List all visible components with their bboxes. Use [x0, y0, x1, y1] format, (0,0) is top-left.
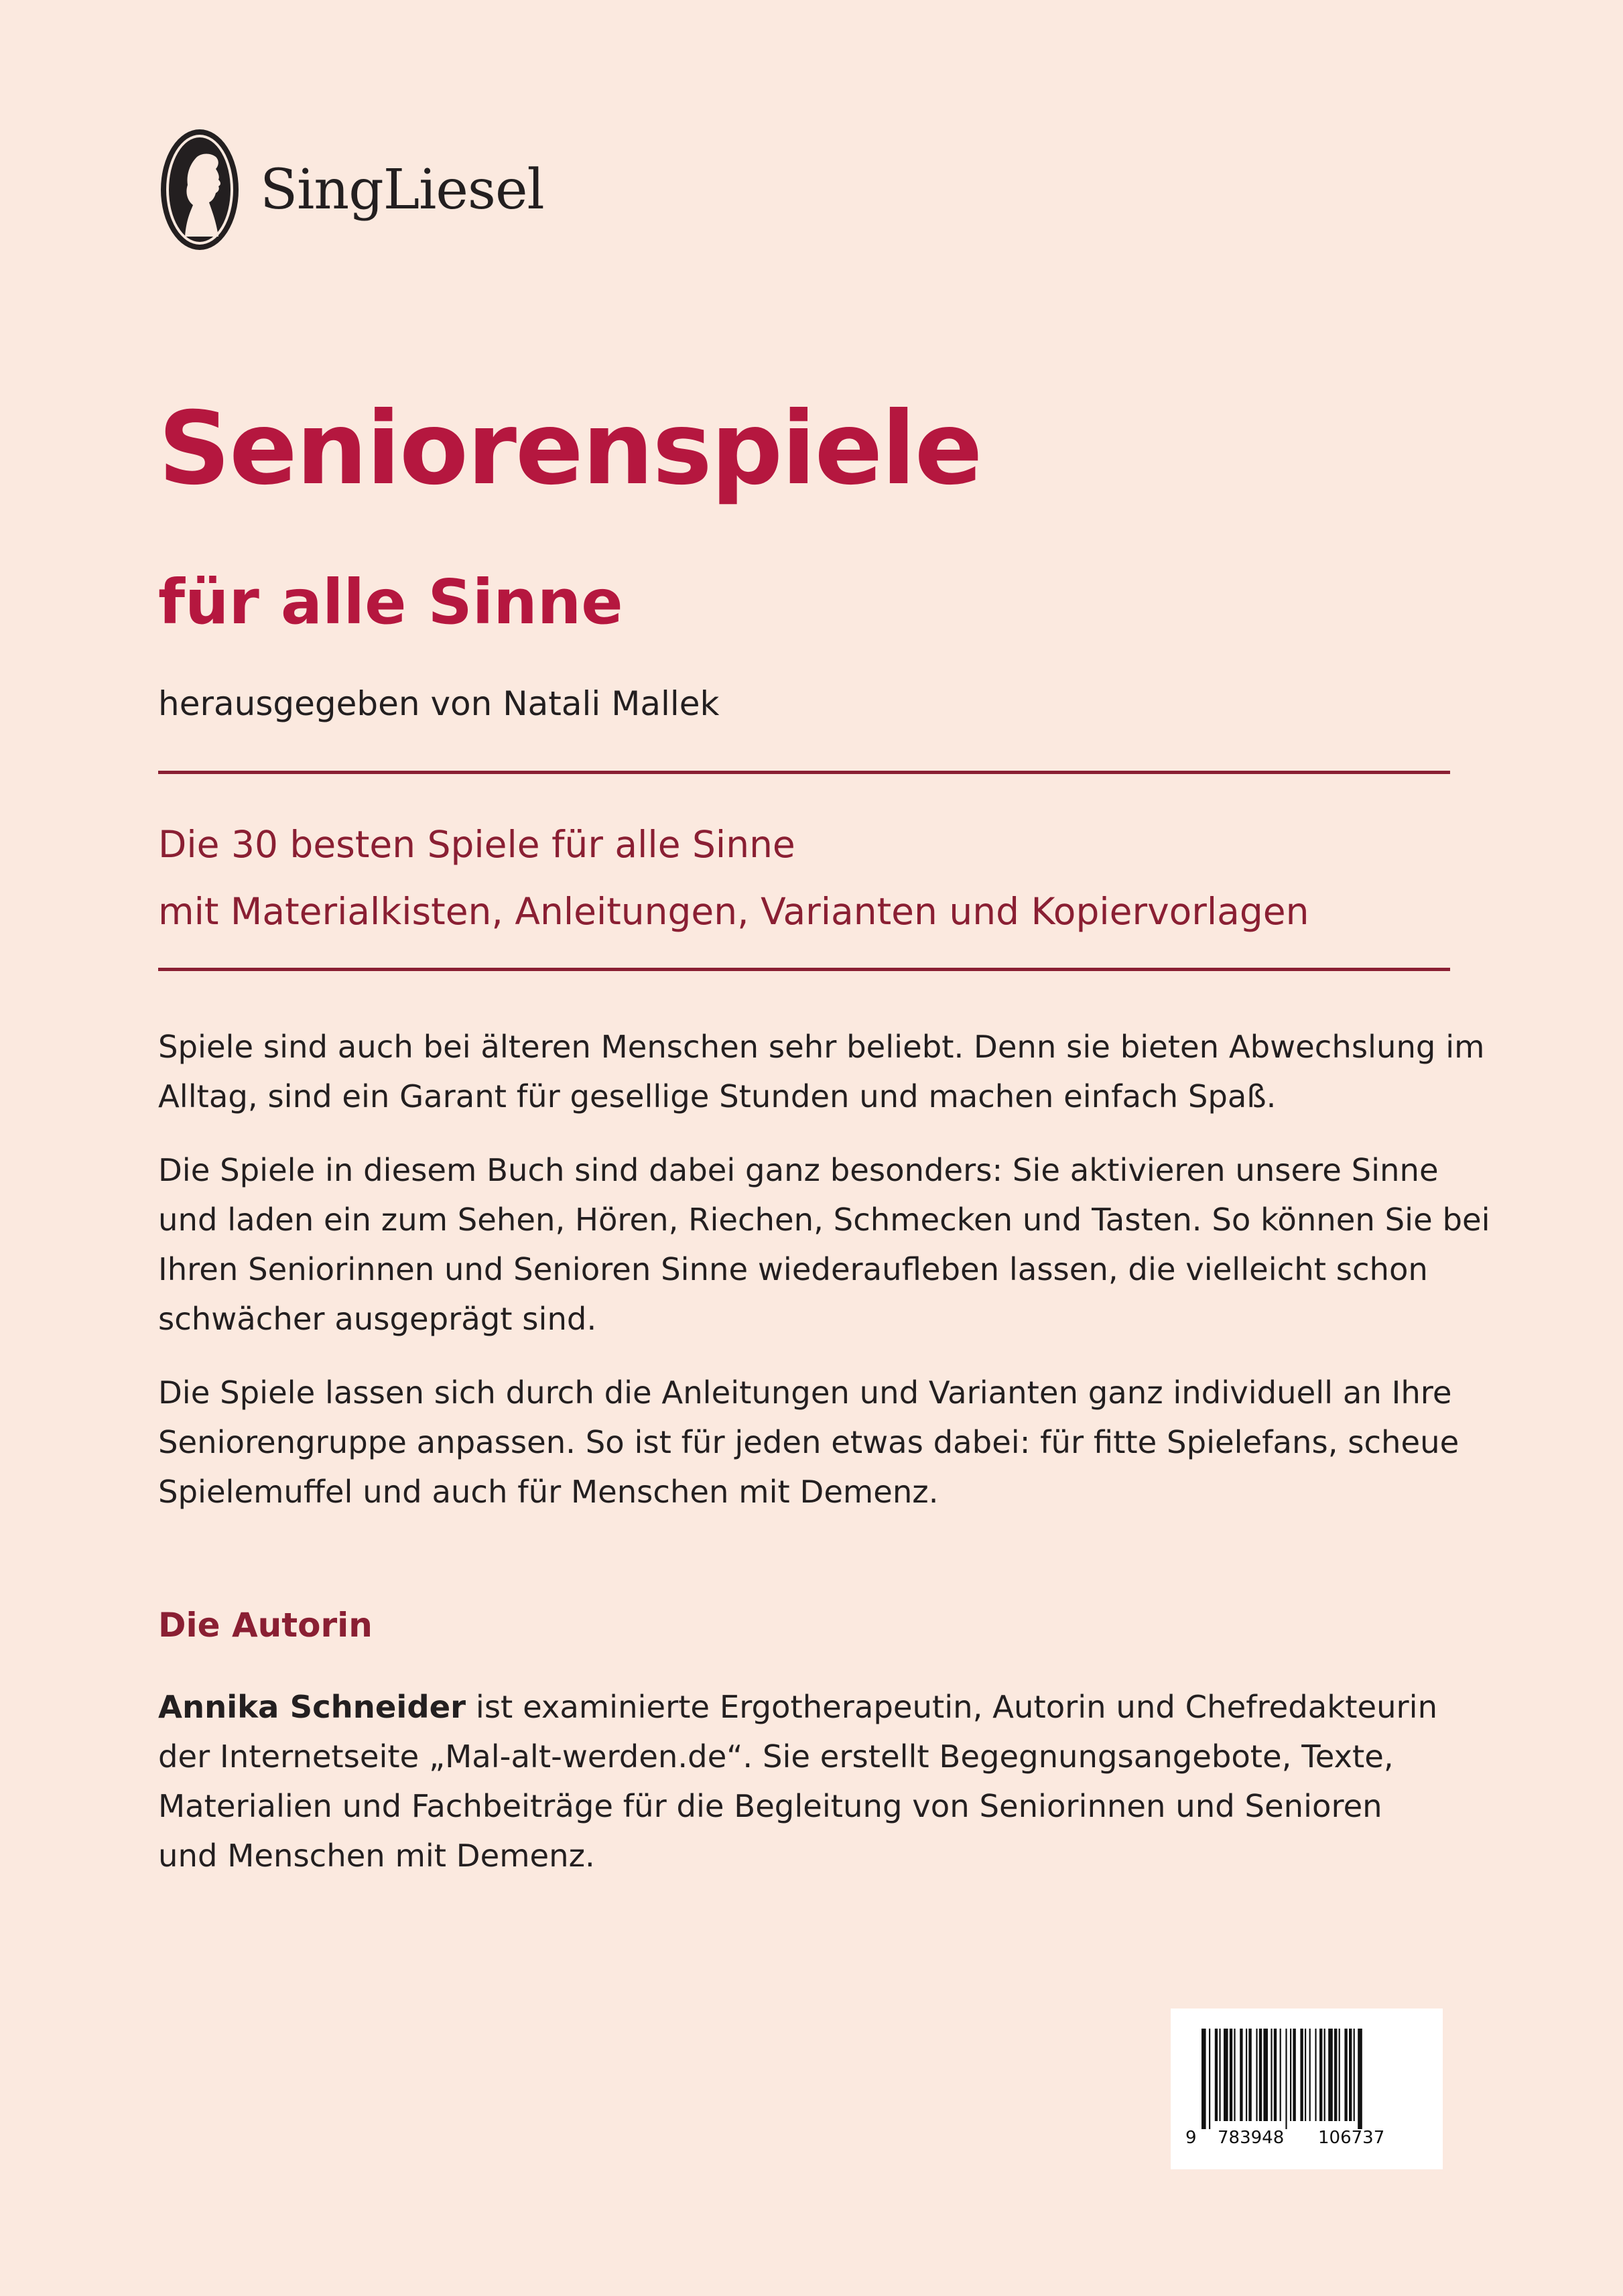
barcode-bar — [1309, 2029, 1311, 2121]
blurb-paragraph — [158, 1368, 1472, 1517]
divider-bottom — [158, 968, 1450, 971]
barcode — [1171, 2008, 1443, 2169]
barcode-bar — [1339, 2029, 1340, 2121]
brand-logo — [158, 126, 544, 253]
barcode-bar — [1274, 2029, 1277, 2121]
book-title: Seniorenspiele — [158, 391, 982, 507]
editor-credit: herausgegeben von Natali Mallek — [158, 684, 720, 723]
tagline-line: Die 30 besten Spiele für alle Sinne — [158, 823, 795, 866]
barcode-bar — [1246, 2029, 1247, 2121]
barcode-bar — [1305, 2029, 1306, 2121]
book-subtitle: für alle Sinne — [158, 566, 623, 638]
text-line: der Internetseite „Mal-alt-werden.de“. Sie erstellt Begegnungsangebote, Texte, — [158, 1738, 1394, 1775]
text-line: Spiele sind auch bei älteren Menschen sehr beliebt. Denn sie bieten Abwechslung im — [158, 1029, 1485, 1065]
blurb-paragraph — [158, 1022, 1485, 1121]
text-line: und Menschen mit Demenz. — [158, 1838, 595, 1874]
barcode-bar — [1280, 2029, 1281, 2121]
author-heading: Die Autorin — [158, 1606, 373, 1645]
author-bio-text: ist examinierte Ergotherapeutin, Autorin und Chefredakteurin — [466, 1689, 1438, 1725]
barcode-bar — [1285, 2029, 1287, 2129]
barcode-bar — [1209, 2029, 1210, 2129]
barcode-bar — [1354, 2029, 1355, 2121]
barcode-bar — [1215, 2029, 1218, 2121]
woman-silhouette-cameo-icon — [158, 126, 241, 253]
barcode-bar — [1290, 2029, 1291, 2121]
author-bio — [158, 1682, 1472, 1880]
barcode-bar — [1328, 2029, 1333, 2121]
isbn-group-1: 783948 — [1218, 2128, 1285, 2148]
text-line: Seniorengruppe anpassen. So ist für jeden etwas dabei: für fitte Spielefans, scheue — [158, 1424, 1459, 1460]
barcode-bar — [1234, 2029, 1235, 2121]
barcode-bar — [1240, 2029, 1242, 2121]
text-line: Die Spiele in diesem Buch sind dabei ganz besonders: Sie aktivieren unsere Sinne — [158, 1152, 1439, 1188]
text-line: Spielemuffel und auch für Menschen mit Demenz. — [158, 1474, 939, 1510]
barcode-bar — [1319, 2029, 1322, 2121]
text-line: Ihren Seniorinnen und Senioren Sinne wiederaufleben lassen, die vielleicht schon — [158, 1251, 1428, 1287]
isbn-group-2: 106737 — [1318, 2128, 1385, 2148]
barcode-bar — [1224, 2029, 1228, 2121]
barcode-bar — [1219, 2029, 1220, 2121]
barcode-bar — [1293, 2029, 1295, 2121]
text-line: Alltag, sind ein Garant für gesellige Stunden und machen einfach Spaß. — [158, 1078, 1277, 1114]
barcode-bar — [1344, 2029, 1347, 2121]
text-line: und laden ein zum Sehen, Hören, Riechen, Schmecken und Tasten. So können Sie bei — [158, 1202, 1490, 1238]
barcode-bar — [1259, 2029, 1262, 2121]
tagline-line: mit Materialkisten, Anleitungen, Varianten und Kopiervorlagen — [158, 890, 1309, 933]
barcode-bar — [1271, 2029, 1272, 2121]
barcode-bar — [1349, 2029, 1352, 2121]
isbn-lead-digit: 9 — [1185, 2128, 1197, 2148]
barcode-bar — [1230, 2029, 1232, 2121]
blurb — [158, 1022, 1490, 1541]
divider-top — [158, 771, 1450, 774]
barcode-bar — [1300, 2029, 1303, 2121]
text-line: Die Spiele lassen sich durch die Anleitungen und Varianten ganz individuell an Ihre — [158, 1375, 1452, 1411]
tagline — [158, 811, 1309, 945]
barcode-bar — [1315, 2029, 1316, 2121]
barcode-bar — [1202, 2029, 1206, 2129]
barcode-bar — [1248, 2029, 1251, 2121]
barcode-bar — [1358, 2029, 1362, 2129]
text-line — [158, 1682, 1472, 1732]
barcode-bar — [1263, 2029, 1268, 2121]
text-line: schwächer ausgeprägt sind. — [158, 1301, 597, 1337]
blurb-paragraph — [158, 1145, 1490, 1344]
barcode-bars — [1200, 2029, 1415, 2129]
barcode-bar — [1256, 2029, 1257, 2121]
author-name: Annika Schneider — [158, 1689, 466, 1725]
barcode-bar — [1334, 2029, 1337, 2121]
brand-name: SingLiesel — [260, 157, 544, 222]
text-line: Materialien und Fachbeiträge für die Begleitung von Seniorinnen und Senioren — [158, 1788, 1382, 1824]
barcode-bar — [1324, 2029, 1325, 2121]
